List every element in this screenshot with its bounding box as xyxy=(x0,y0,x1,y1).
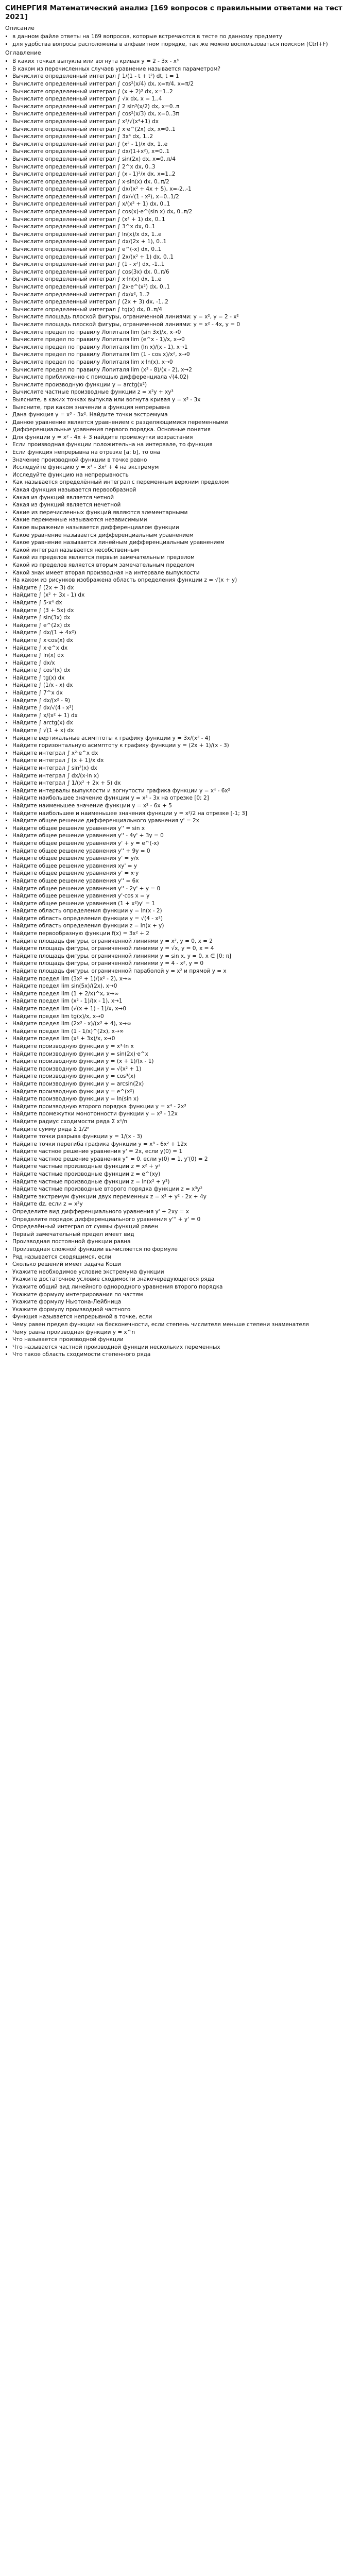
toc-item[interactable]: • Какой из пределов является первым замечательным пределом xyxy=(12,554,356,562)
toc-item[interactable]: • Вычислите определенный интеграл ∫ e^(-x) dx, 0..1 xyxy=(12,246,356,253)
toc-item[interactable]: • Найдите общее решение уравнения y'' = sin x xyxy=(12,825,356,833)
toc-item[interactable]: • Что такое область сходимости степенного ряда xyxy=(12,1351,356,1359)
toc-item[interactable]: • Найдите общее решение уравнения y'' - 4y' + 3y = 0 xyxy=(12,832,356,840)
toc-item[interactable]: • Укажите достаточное условие сходимости знакочередующегося ряда xyxy=(12,1276,356,1283)
toc-item[interactable]: • Вычислите определенный интеграл ∫ tg(x) dx, 0..π/4 xyxy=(12,306,356,314)
toc-item[interactable]: • Найдите ∫ dx/x xyxy=(12,659,356,667)
toc-item[interactable]: • Найдите экстремум функции двух переменных z = x² + y² - 2x + 4y xyxy=(12,1193,356,1201)
toc-item[interactable]: • Найдите частные производные функции z = e^(xy) xyxy=(12,1171,356,1178)
toc-item[interactable]: • Укажите формулу Ньютона-Лейбница xyxy=(12,1298,356,1306)
toc-item[interactable]: • Найдите ∫ 7^x dx xyxy=(12,689,356,697)
toc-item[interactable]: • Какие переменные называются независимыми xyxy=(12,516,356,524)
toc-item[interactable]: • Найдите общее решение уравнения y'·cos x = y xyxy=(12,892,356,900)
toc-item[interactable]: • Вычислите определенный интеграл ∫ cos²(x/4) dx, x=π/4, x=π/2 xyxy=(12,80,356,88)
toc-item[interactable]: • Найдите ∫ ln(x) dx xyxy=(12,652,356,659)
toc-item[interactable]: • Найдите горизонтальную асимптоту к графику функции y = (2x + 1)/(x - 3) xyxy=(12,742,356,750)
toc-item[interactable]: • Найдите частное решение уравнения y'' = 0, если y(0) = 1, y'(0) = 2 xyxy=(12,1156,356,1163)
toc-item[interactable]: • Найдите ∫ x·cos(x) dx xyxy=(12,637,356,645)
toc-item[interactable]: • Найдите площадь фигуры, ограниченной линиями y = sin x, y = 0, x ∈ [0; π] xyxy=(12,953,356,960)
toc-item[interactable]: • Найдите интеграл ∫ x²·e^x dx xyxy=(12,750,356,757)
toc-item[interactable]: • Найдите площадь фигуры, ограниченной линиями y = √x, y = 0, x = 4 xyxy=(12,945,356,953)
toc-item[interactable]: • Вычислите определенный интеграл ∫ cos²(x/3) dx, x=0..3π xyxy=(12,110,356,118)
toc-item[interactable]: • Найдите общее решение уравнения xy' = y xyxy=(12,862,356,870)
toc-item[interactable]: • Найдите первообразную функции f(x) = 3x² + 2 xyxy=(12,930,356,938)
toc-item[interactable]: • Найдите предел lim (3x² + 1)/(x² - 2), x→∞ xyxy=(12,975,356,983)
toc-item[interactable]: • Найдите ∫ cos²(x) dx xyxy=(12,667,356,674)
toc-item[interactable]: • Вычислите определенный интеграл ∫ (x³ + 1) dx, 0..1 xyxy=(12,216,356,224)
toc-item[interactable]: • Чему равен предел функции на бесконечности, если степень числителя меньше степени знаменателя xyxy=(12,1321,356,1329)
toc-item[interactable]: • Найдите ∫ (3 + 5x) dx xyxy=(12,607,356,615)
toc-item[interactable]: • Найдите производную функции y = ln(sin x) xyxy=(12,1095,356,1103)
toc-item[interactable]: • Найдите производную функции y = √(x² + 1) xyxy=(12,1065,356,1073)
toc-item[interactable]: • Вычислите определенный интеграл ∫ 1/(1 - t + t²) dt, t = 1 xyxy=(12,73,356,80)
toc-item[interactable]: • Вычислите определенный интеграл ∫ x/(x² + 1) dx, 0..1 xyxy=(12,200,356,208)
toc-item[interactable]: • Найдите производную функции y = cos³(x) xyxy=(12,1073,356,1080)
toc-item[interactable]: • Найдите предел lim (x² + 3x)/x, x→0 xyxy=(12,1035,356,1043)
toc-item[interactable]: • Найдите промежутки монотонности функции y = x³ - 12x xyxy=(12,1110,356,1118)
toc-item[interactable]: • Найдите наибольшее значение функции y = x³ - 3x на отрезке [0; 2] xyxy=(12,794,356,802)
toc-item[interactable]: • Найдите частные производные функции z = x² + y² xyxy=(12,1163,356,1171)
toc-item[interactable]: • Найдите частные производные функции z = ln(x² + y²) xyxy=(12,1178,356,1186)
toc-item[interactable]: • Найдите ∫ (1/x - x) dx xyxy=(12,682,356,689)
description-item: • в данном файле ответы на 169 вопросов, которые встречаются в тесте по данному предмету xyxy=(12,33,356,41)
toc-item[interactable]: • Вычислите производную функции y = arctg(x²) xyxy=(12,381,356,389)
toc-item[interactable]: • Вычислите определенный интеграл ∫ cos(x)·e^(sin x) dx, 0..π/2 xyxy=(12,208,356,216)
toc-item[interactable]: • Найдите производную функции y = arcsin(2x) xyxy=(12,1080,356,1088)
toc-item[interactable]: • Какой из пределов является вторым замечательным пределом xyxy=(12,562,356,569)
toc-item[interactable]: • Вычислите определенный интеграл ∫ dx/√(1 - x²), x=0..1/2 xyxy=(12,193,356,201)
description-item: • для удобства вопросы расположены в алфавитном порядке, так же можно воспользоваться поиском (Ctrl+F) xyxy=(12,41,356,48)
toc-item[interactable]: • Найдите производную функции y = e^(x²) xyxy=(12,1088,356,1096)
toc-item[interactable]: • Вычислите определенный интеграл ∫ 3x⁴ dx, 1..2 xyxy=(12,133,356,141)
toc-item[interactable]: • Найдите общее решение уравнения y'' - 2y' + y = 0 xyxy=(12,885,356,893)
toc-item[interactable]: • Вычислите определенный интеграл ∫ ln(x)/x dx, 1..e xyxy=(12,231,356,239)
toc-item[interactable]: • Сколько решений имеет задача Коши xyxy=(12,1261,356,1268)
toc-item[interactable]: • Вычислите определенный интеграл ∫ 3^x dx, 0..1 xyxy=(12,223,356,231)
toc-item[interactable]: • Вычислите определенный интеграл ∫ dx/(1+x²), x=0..1 xyxy=(12,148,356,156)
toc-item[interactable]: • Вычислите определенный интеграл ∫ (1 - x²) dx, -1..1 xyxy=(12,261,356,268)
toc-item[interactable]: • Вычислите частные производные функции z = x²y + xy³ xyxy=(12,388,356,396)
toc-item[interactable]: • Какой знак имеет вторая производная на интервале выпуклости xyxy=(12,569,356,577)
document-title: СИНЕРГИЯ Математический анализ [169 вопросов с правильными ответами на тест 2021] xyxy=(5,4,342,21)
toc-item[interactable]: • Вычислите предел по правилу Лопиталя lim (1 - cos x)/x², x→0 xyxy=(12,351,356,359)
toc-item[interactable]: • Найдите частные производные второго порядка функции z = x³y² xyxy=(12,1185,356,1193)
toc-item[interactable]: • Вычислите определенный интеграл ∫ √x dx, x = 1..4 xyxy=(12,95,356,103)
toc-item[interactable]: • Найдите производную функции y = (x + 1)/(x - 1) xyxy=(12,1058,356,1065)
toc-item[interactable]: • Значение производной функции в точке равно xyxy=(12,456,356,464)
toc-item[interactable]: • Вычислите предел по правилу Лопиталя lim x·ln(x), x→0 xyxy=(12,359,356,366)
toc-item[interactable]: • Найдите общее решение уравнения y' = x·y xyxy=(12,870,356,877)
toc-item[interactable]: • Вычислите определенный интеграл ∫ cos(3x) dx, 0..π/6 xyxy=(12,268,356,276)
toc-item[interactable]: • В каких точках выпукла или вогнута кривая y = 2 - 3x - x³ xyxy=(12,58,356,65)
toc-item[interactable]: • Вычислите определенный интеграл ∫ 2x·e^(x²) dx, 0..1 xyxy=(12,283,356,291)
toc-item[interactable]: • Вычислите определенный интеграл ∫ 2 sin³(x/2) dx, x=0..π xyxy=(12,103,356,111)
toc-item[interactable]: • Определите порядок дифференциального уравнения y''' + y' = 0 xyxy=(12,1216,356,1224)
toc-item[interactable]: • В каком из перечисленных случаев уравнение называется параметром? xyxy=(12,65,356,73)
toc-item[interactable]: • Найдите общее решение уравнения y' + y = e^(-x) xyxy=(12,840,356,848)
toc-item[interactable]: • Вычислите предел по правилу Лопиталя lim (e^x - 1)/x, x→0 xyxy=(12,336,356,344)
toc-item[interactable]: • Найдите ∫ √(1 + x) dx xyxy=(12,727,356,735)
toc-item[interactable]: • Выясните, в каких точках выпукла или вогнута кривая y = x³ - 3x xyxy=(12,396,356,404)
toc-item[interactable]: • Найдите площадь фигуры, ограниченной линиями y = 4 - x², y = 0 xyxy=(12,960,356,968)
toc-item[interactable]: • Вычислите предел по правилу Лопиталя lim (x³ - 8)/(x - 2), x→2 xyxy=(12,366,356,374)
toc-item[interactable]: • Как называется определённый интеграл с переменным верхним пределом xyxy=(12,479,356,486)
toc-item[interactable]: • Вычислите определенный интеграл ∫ dx/(x² + 4x + 5), x=-2..-1 xyxy=(12,185,356,193)
toc-item[interactable]: • Найдите производную второго порядка функции y = x⁴ - 2x³ xyxy=(12,1103,356,1111)
toc-item[interactable]: • Функция называется непрерывной в точке, если xyxy=(12,1313,356,1321)
toc-item[interactable]: • Какие из перечисленных функций являются элементарными xyxy=(12,509,356,517)
toc-item[interactable]: • Найдите предел lim (1 + 2/x)^x, x→∞ xyxy=(12,990,356,998)
toc-item[interactable]: • Вычислите определенный интеграл ∫ (x - 1)²/x dx, x=1..2 xyxy=(12,171,356,178)
toc-item[interactable]: • Что называется частной производной функции нескольких переменных xyxy=(12,1344,356,1351)
toc-item[interactable]: • Найдите радиус сходимости ряда Σ xⁿ/n xyxy=(12,1118,356,1126)
toc-item[interactable]: • Найдите предел lim sin(5x)/(2x), x→0 xyxy=(12,982,356,990)
toc-item[interactable]: • Найдите область определения функции z = ln(x + y) xyxy=(12,922,356,930)
toc-item[interactable]: • Укажите общий вид линейного однородного уравнения второго порядка xyxy=(12,1283,356,1291)
toc-item[interactable]: • Какое выражение называется дифференциалом функции xyxy=(12,524,356,532)
toc-item[interactable]: • Найдите вертикальные асимптоты к графику функции y = 3x/(x² - 4) xyxy=(12,735,356,742)
toc-item[interactable]: • Найдите область определения функции y = ln(x - 2) xyxy=(12,907,356,915)
toc-item[interactable]: • Найдите ∫ (x² + 3x - 1) dx xyxy=(12,591,356,599)
toc-item[interactable]: • Найдите площадь фигуры, ограниченной параболой y = x² и прямой y = x xyxy=(12,968,356,975)
toc-item[interactable]: • Вычислите определенный интеграл ∫ x·ln(x) dx, 1..e xyxy=(12,276,356,283)
toc-item[interactable]: • Какая из функций является четной xyxy=(12,494,356,502)
toc-item[interactable]: • Найдите ∫ x·e^x dx xyxy=(12,645,356,652)
toc-item[interactable]: • Найдите производную функции y = sin(2x)·e^x xyxy=(12,1050,356,1058)
toc-item[interactable]: • На каком из рисунков изображена область определения функции z = √(x + y) xyxy=(12,577,356,584)
toc-item[interactable]: • Найдите площадь фигуры, ограниченной линиями y = x², y = 0, x = 2 xyxy=(12,938,356,945)
toc-item[interactable]: • Найдите интеграл ∫ dx/(x·ln x) xyxy=(12,772,356,780)
toc-item[interactable]: • Ряд называется сходящимся, если xyxy=(12,1253,356,1261)
toc-item[interactable]: • Вычислите предел по правилу Лопиталя lim (sin 3x)/x, x→0 xyxy=(12,329,356,336)
toc-item[interactable]: • Найдите ∫ dx/(1 + 4x²) xyxy=(12,629,356,637)
toc-item[interactable]: • Найдите частное решение уравнения y' = 2x, если y(0) = 1 xyxy=(12,1148,356,1156)
toc-item[interactable]: • Найдите наименьшее значение функции y = x² - 6x + 5 xyxy=(12,802,356,810)
toc-item[interactable]: • Вычислите определенный интеграл ∫ 2^x dx, 0..3 xyxy=(12,163,356,171)
toc-item[interactable]: • Чему равна производная функции y = x^n xyxy=(12,1329,356,1336)
toc-item[interactable]: • Вычислите приближенно с помощью дифференциала √(4,02) xyxy=(12,374,356,381)
toc-item[interactable]: • Вычислите определенный интеграл ∫ (x² - 1)/x dx, 1..e xyxy=(12,141,356,148)
toc-item[interactable]: • Найдите интервалы выпуклости и вогнутости графика функции y = x⁴ - 6x² xyxy=(12,787,356,795)
toc-item[interactable]: • Данное уравнение является уравнением с разделяющимися переменными xyxy=(12,419,356,427)
description-heading: Описание xyxy=(5,25,35,31)
toc-item[interactable]: • Вычислите определенный интеграл ∫ (x + 2)³ dx, x=1..2 xyxy=(12,88,356,96)
toc-item[interactable]: • Найдите общее решение уравнения y'' = 6x xyxy=(12,877,356,885)
toc-item[interactable]: • Найдите ∫ dx/√(4 - x²) xyxy=(12,704,356,712)
toc-item[interactable]: • Производная сложной функции вычисляется по формуле xyxy=(12,1246,356,1253)
toc-item[interactable]: • Найдите интеграл ∫ 1/(x² + 2x + 5) dx xyxy=(12,779,356,787)
toc-item[interactable]: • Исследуйте функцию на непрерывность xyxy=(12,471,356,479)
toc-item[interactable]: • Найдите точки разрыва функции y = 1/(x - 3) xyxy=(12,1133,356,1141)
toc-item[interactable]: • Найдите наибольшее и наименьшее значения функции y = x²/2 на отрезке [-1; 3] xyxy=(12,810,356,818)
toc-item[interactable]: • Выясните, при каком значении a функция непрерывна xyxy=(12,404,356,412)
toc-item[interactable]: • Какая функция называется первообразной xyxy=(12,486,356,494)
toc-item[interactable]: • Найдите ∫ 5·x⁴ dx xyxy=(12,599,356,607)
toc-item[interactable]: • Вычислите площадь плоской фигуры, ограниченной линиями: y = x², y = 2 - x² xyxy=(12,313,356,321)
toc-item[interactable]: • Определите вид дифференциального уравнения y' + 2xy = x xyxy=(12,1208,356,1216)
toc-item[interactable]: • Найдите ∫ (2x + 3) dx xyxy=(12,584,356,592)
toc-item[interactable]: • Дифференциальные уравнения первого порядка. Основные понятия xyxy=(12,426,356,434)
toc-item[interactable]: • Вычислите площадь плоской фигуры, ограниченной линиями: y = x² - 4x, y = 0 xyxy=(12,321,356,329)
toc-item[interactable]: • Найдите точки перегиба графика функции y = x³ - 6x² + 12x xyxy=(12,1141,356,1148)
toc-item[interactable]: • Какое уравнение называется дифференциальным уравнением xyxy=(12,532,356,539)
toc-item[interactable]: • Укажите формулу производной частного xyxy=(12,1306,356,1314)
toc-item[interactable]: • Вычислите определенный интеграл ∫ x³/√(x⁴+1) dx xyxy=(12,118,356,126)
toc-item[interactable]: • Какое уравнение называется линейным дифференциальным уравнением xyxy=(12,539,356,547)
toc-item[interactable]: • Найдите ∫ sin(3x) dx xyxy=(12,614,356,622)
toc-item[interactable]: • Найдите ∫ x/(x² + 1) dx xyxy=(12,712,356,720)
toc-item[interactable]: • Укажите необходимое условие экстремума функции xyxy=(12,1268,356,1276)
toc-item[interactable]: • Если функция непрерывна на отрезке [a; b], то она xyxy=(12,449,356,456)
toc-list xyxy=(5,58,356,1359)
toc-item[interactable]: • Найдите область определения функции y = √(4 - x²) xyxy=(12,915,356,923)
toc-item[interactable]: • Найдите dz, если z = x²y xyxy=(12,1200,356,1208)
toc-item[interactable]: • Найдите предел lim tg(x)/x, x→0 xyxy=(12,1013,356,1021)
toc-item[interactable]: • Вычислите определенный интеграл ∫ x·e^(2x) dx, x=0..1 xyxy=(12,126,356,133)
toc-item[interactable]: • Вычислите определенный интеграл ∫ dx/(2x + 1), 0..1 xyxy=(12,238,356,246)
toc-item[interactable]: • Что называется производной функции xyxy=(12,1336,356,1344)
toc-item[interactable]: • Вычислите определенный интеграл ∫ x·sin(x) dx, 0..π/2 xyxy=(12,178,356,186)
toc-item[interactable]: • Найдите производную функции y = x³·ln x xyxy=(12,1043,356,1050)
toc-item[interactable]: • Найдите ∫ dx/(x² - 9) xyxy=(12,697,356,705)
toc-item[interactable]: • Укажите формулу интегрирования по частям xyxy=(12,1291,356,1299)
toc-item[interactable]: • Найдите общее решение уравнения (1 + x²)y' = 1 xyxy=(12,900,356,908)
toc-item[interactable]: • Найдите предел lim (1 - 1/x)^(2x), x→∞ xyxy=(12,1028,356,1036)
toc-item[interactable]: • Первый замечательный предел имеет вид xyxy=(12,1231,356,1239)
toc-item[interactable]: • Вычислите определенный интеграл ∫ (2x + 3) dx, -1..2 xyxy=(12,298,356,306)
toc-item[interactable]: • Найдите ∫ tg(x) dx xyxy=(12,674,356,682)
toc-item[interactable]: • Если производная функции положительна на интервале, то функция xyxy=(12,441,356,449)
toc-item[interactable]: • Найдите ∫ e^(2x) dx xyxy=(12,622,356,630)
toc-item[interactable]: • Производная постоянной функции равна xyxy=(12,1238,356,1246)
toc-item[interactable]: • Найдите интеграл ∫ sin²(x) dx xyxy=(12,765,356,772)
toc-item[interactable]: • Вычислите предел по правилу Лопиталя lim (ln x)/(x - 1), x→1 xyxy=(12,344,356,351)
toc-heading: Оглавление xyxy=(5,49,41,57)
toc-item[interactable]: • Какая из функций является нечетной xyxy=(12,501,356,509)
toc-item[interactable]: • Найдите общее решение уравнения y' = y/x xyxy=(12,855,356,862)
toc-item[interactable]: • Вычислите определенный интеграл ∫ 2x/(x² + 1) dx, 0..1 xyxy=(12,253,356,261)
toc-item[interactable]: • Найдите интеграл ∫ (x + 1)/x dx xyxy=(12,757,356,765)
toc-item[interactable]: • Исследуйте функцию y = x³ - 3x² + 4 на экстремум xyxy=(12,464,356,471)
toc-item[interactable]: • Найдите предел lim (x² - 1)/(x - 1), x→1 xyxy=(12,997,356,1005)
toc-item[interactable]: • Вычислите определенный интеграл ∫ sin(2x) dx, x=0..π/4 xyxy=(12,156,356,163)
toc-item[interactable]: • Дана функция y = x³ - 3x². Найдите точки экстремума xyxy=(12,411,356,419)
toc-item[interactable]: • Найдите ∫ arctg(x) dx xyxy=(12,719,356,727)
toc-item[interactable]: • Определённый интеграл от суммы функций равен xyxy=(12,1223,356,1231)
toc-item[interactable]: • Найдите предел lim (√(x + 1) - 1)/x, x→0 xyxy=(12,1005,356,1013)
toc-item[interactable]: • Для функции y = x² - 4x + 3 найдите промежутки возрастания xyxy=(12,434,356,442)
toc-item[interactable]: • Найдите предел lim (2x³ - x)/(x³ + 4), x→∞ xyxy=(12,1020,356,1028)
toc-item[interactable]: • Найдите общее решение уравнения y'' + 9y = 0 xyxy=(12,848,356,855)
toc-item[interactable]: • Найдите сумму ряда Σ 1/2ⁿ xyxy=(12,1126,356,1133)
toc-item[interactable]: • Найдите общее решение дифференциального уравнения y' = 2x xyxy=(12,817,356,825)
toc-item[interactable]: • Вычислите определенный интеграл ∫ dx/x², 1..2 xyxy=(12,291,356,299)
toc-item[interactable]: • Какой интеграл называется несобственным xyxy=(12,547,356,554)
description-list xyxy=(5,33,356,48)
